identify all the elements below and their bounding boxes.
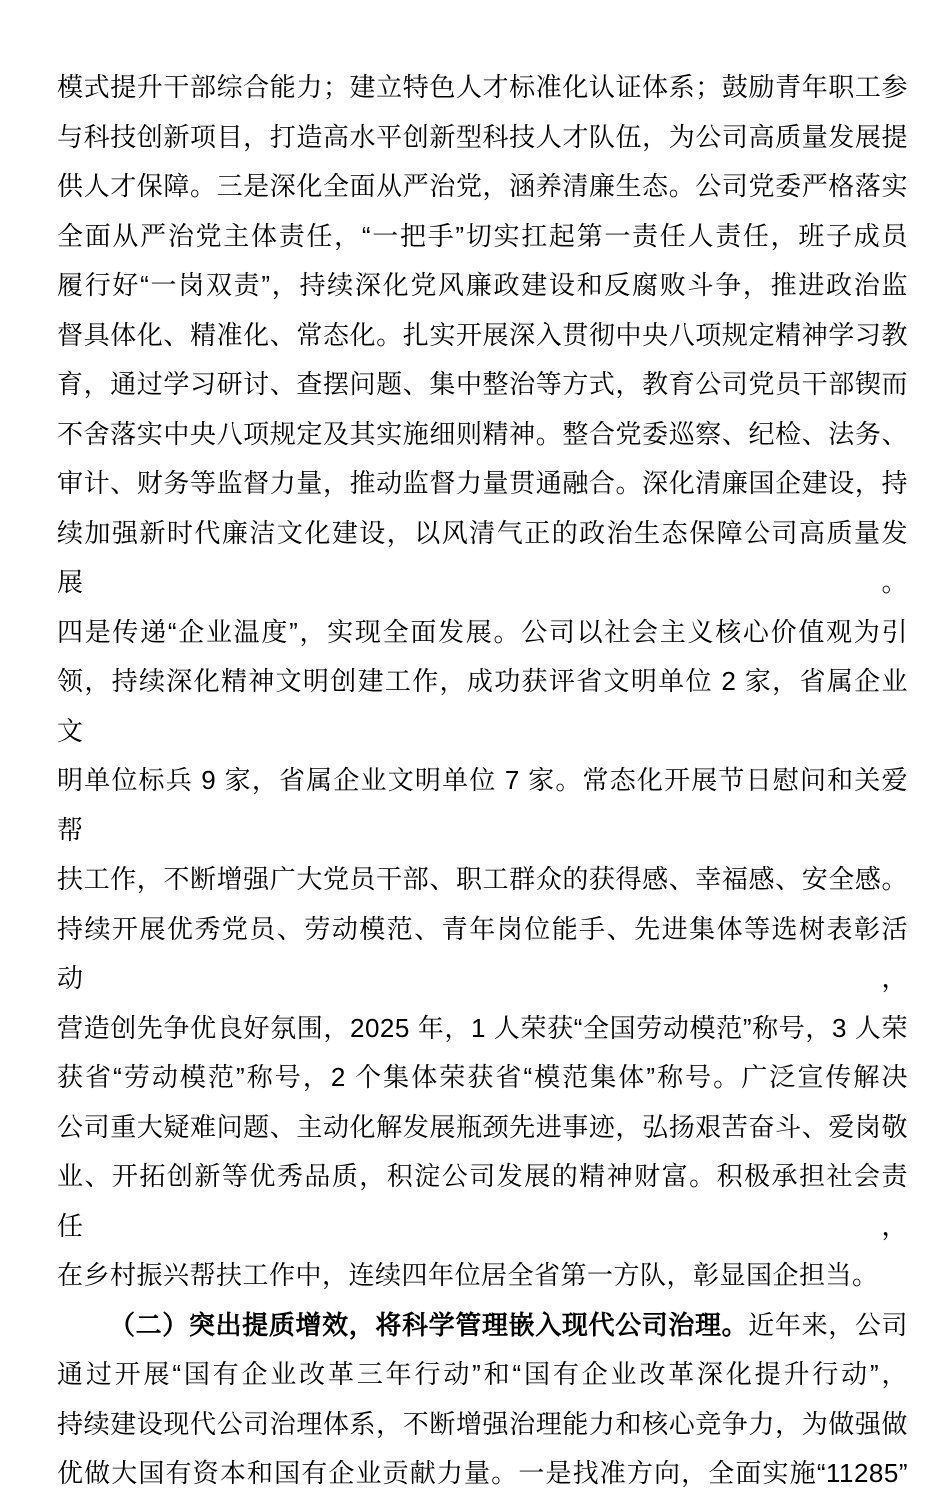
section-heading-text: （二）突出提质增效，将科学管理嵌入现代公司治理。 bbox=[109, 1309, 749, 1340]
text-line bbox=[57, 1103, 908, 1153]
text-line bbox=[57, 608, 908, 658]
body-text: 育，通过学习研讨、查摆问题、集中整治等方式，教育公司党员干部锲而 bbox=[57, 369, 908, 399]
body-text: 全面从严治党主体责任，“一把手”切实扛起第一责任人责任，班子成员 bbox=[57, 220, 908, 251]
text-line bbox=[57, 1152, 908, 1251]
text-line bbox=[57, 657, 908, 756]
text-line bbox=[57, 360, 908, 410]
body-text: 业、开拓创新等优秀品质，积淀公司发展的精神财富。积极承担社会责任， bbox=[57, 1161, 908, 1241]
body-text: 明单位标兵 9 家，省属企业文明单位 7 家。常态化开展节日慰问和关爱帮 bbox=[57, 765, 908, 845]
body-text: 续加强新时代廉洁文化建设，以风清气正的政治生态保障公司高质量发展。 bbox=[57, 517, 908, 597]
body-text: 通过开展“国有企业改革三年行动”和“国有企业改革深化提升行动”， bbox=[57, 1359, 908, 1389]
body-text: 近年来，公司 bbox=[748, 1309, 908, 1340]
text-line bbox=[57, 1449, 908, 1499]
body-text: 扶工作，不断增强广大党员干部、职工群众的获得感、幸福感、安全感。 bbox=[57, 864, 908, 894]
body-text: 模式提升干部综合能力；建立特色人才标准化认证体系；鼓励青年职工参 bbox=[57, 72, 908, 102]
body-text: 供人才保障。三是深化全面从严治党，涵养清廉生态。公司党委严格落实 bbox=[57, 171, 908, 201]
text-line bbox=[57, 1350, 908, 1400]
text-line bbox=[57, 459, 908, 509]
body-text: 不舍落实中央八项规定及其实施细则精神。整合党委巡察、纪检、法务、 bbox=[57, 418, 908, 449]
body-text: 督具体化、精准化、常态化。扎实开展深入贯彻中央八项规定精神学习教 bbox=[57, 319, 908, 350]
body-text: 公司重大疑难问题、主动化解发展瓶颈先进事迹，弘扬艰苦奋斗、爱岗敬 bbox=[57, 1111, 908, 1142]
text-line bbox=[57, 162, 908, 212]
text-line bbox=[57, 756, 908, 855]
text-line bbox=[57, 212, 908, 262]
text-line bbox=[57, 1301, 908, 1351]
text-line bbox=[57, 261, 908, 311]
body-text: 四是传递“企业温度”，实现全面发展。公司以社会主义核心价值观为引 bbox=[57, 616, 908, 647]
body-text: 与科技创新项目，打造高水平创新型科技人才队伍，为公司高质量发展提 bbox=[57, 121, 908, 152]
body-text: 持续建设现代公司治理体系，不断增强治理能力和核心竞争力，为做强做 bbox=[57, 1408, 908, 1439]
text-line bbox=[57, 410, 908, 460]
text-line bbox=[57, 1004, 908, 1054]
body-text: 优做大国有资本和国有企业贡献力量。一是找准方向，全面实施“11285” bbox=[57, 1458, 908, 1488]
text-line bbox=[57, 63, 908, 113]
text-line bbox=[57, 1251, 908, 1301]
page-content bbox=[57, 63, 908, 1499]
body-text: 履行好“一岗双责”，持续深化党风廉政建设和反腐败斗争，推进政治监 bbox=[57, 270, 908, 300]
text-line bbox=[57, 113, 908, 163]
text-line bbox=[57, 311, 908, 361]
text-line bbox=[57, 905, 908, 1004]
body-text: 在乡村振兴帮扶工作中，连续四年位居全省第一方队，彰显国企担当。 bbox=[57, 1260, 879, 1290]
text-line bbox=[57, 855, 908, 905]
body-text: 获省“劳动模范”称号，2 个集体荣获省“模范集体”称号。广泛宣传解决 bbox=[57, 1062, 908, 1092]
text-line bbox=[57, 509, 908, 608]
text-line bbox=[57, 1053, 908, 1103]
body-text: 营造创先争优良好氛围，2025 年，1 人荣获“全国劳动模范”称号，3 人荣 bbox=[57, 1012, 908, 1043]
body-text: 持续开展优秀党员、劳动模范、青年岗位能手、先进集体等选树表彰活动， bbox=[57, 913, 908, 993]
body-text: 领，持续深化精神文明创建工作，成功获评省文明单位 2 家，省属企业文 bbox=[57, 666, 908, 746]
text-line bbox=[57, 1400, 908, 1450]
body-text: 审计、财务等监督力量，推动监督力量贯通融合。深化清廉国企建设，持 bbox=[57, 468, 908, 498]
